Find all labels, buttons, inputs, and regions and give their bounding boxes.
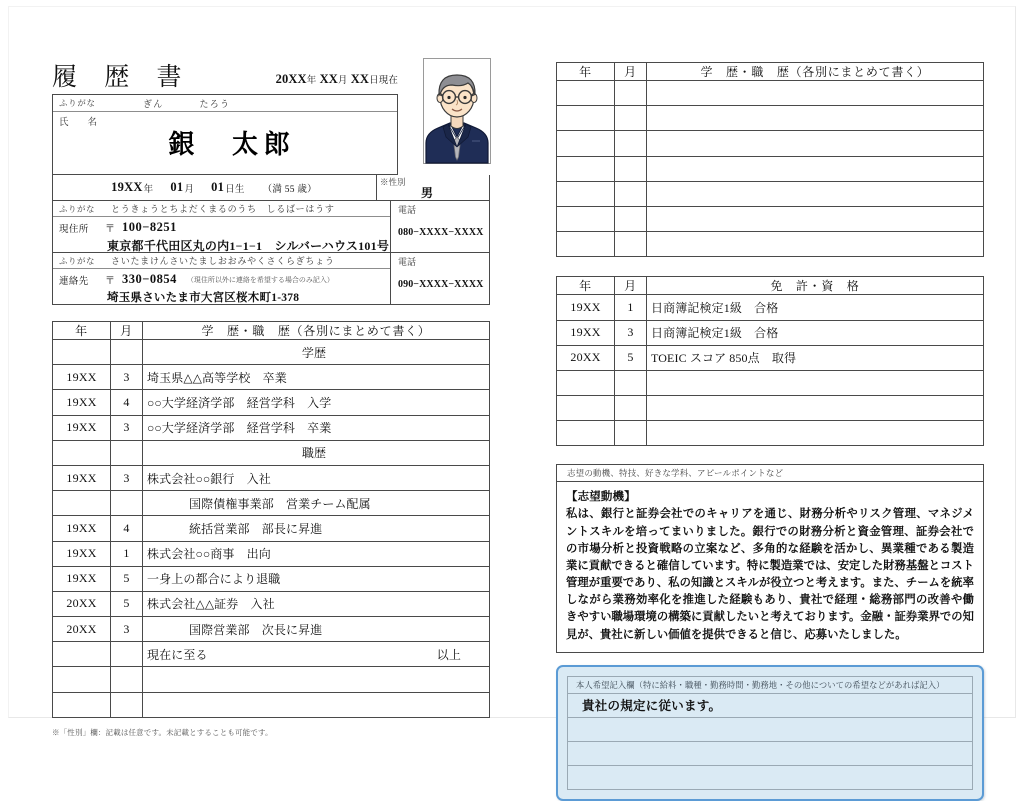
wish-header-row bbox=[568, 676, 973, 693]
cell-year: 19XX bbox=[53, 566, 111, 591]
cell-content bbox=[647, 81, 984, 106]
wish-empty-row[interactable] bbox=[568, 765, 973, 789]
table-row bbox=[557, 181, 984, 206]
cell-year: 19XX bbox=[53, 541, 111, 566]
table-row bbox=[557, 106, 984, 131]
table-header-row bbox=[53, 322, 490, 340]
cell-year: 19XX bbox=[53, 365, 111, 390]
date-day: XX bbox=[350, 72, 370, 86]
cell-month bbox=[615, 206, 647, 231]
furigana-givenname: たろう bbox=[199, 98, 231, 109]
cell-content bbox=[647, 232, 984, 257]
name-row bbox=[53, 112, 397, 174]
current-address-zip-row bbox=[53, 220, 390, 235]
name-label: 氏 名 bbox=[59, 118, 102, 128]
cell-month bbox=[615, 421, 647, 446]
table-row bbox=[557, 421, 984, 446]
col-header-year: 年 bbox=[53, 322, 111, 340]
wish-empty-cell[interactable] bbox=[568, 717, 973, 741]
spacer-1 bbox=[556, 257, 984, 276]
table-row bbox=[557, 295, 984, 320]
cell-year: 20XX bbox=[53, 591, 111, 616]
wish-box-highlight[interactable] bbox=[556, 665, 984, 801]
name-box bbox=[52, 94, 398, 175]
contact-address-zip-row bbox=[53, 272, 390, 287]
cell-content: 国際債権事業部 営業チーム配属 bbox=[143, 491, 490, 516]
contact-address-furigana-label: ふりがな bbox=[59, 255, 96, 266]
cell-content bbox=[647, 106, 984, 131]
cell-month bbox=[615, 396, 647, 421]
current-tel-label: 電話 bbox=[398, 205, 417, 215]
cell-month: 3 bbox=[111, 617, 143, 642]
cell-year bbox=[557, 131, 615, 156]
cell-year: 19XX bbox=[53, 465, 111, 490]
current-address-line: 東京都千代田区丸の内1−1−1 シルバーハウス101号 bbox=[107, 239, 390, 253]
cell-year: 19XX bbox=[53, 390, 111, 415]
cell-month bbox=[615, 370, 647, 395]
cell-content: 日商簿記検定1級 合格 bbox=[647, 295, 984, 320]
wish-empty-cell[interactable] bbox=[568, 765, 973, 789]
contact-address-main bbox=[53, 253, 391, 304]
name-furigana-row bbox=[53, 95, 397, 112]
contact-tel-label: 電話 bbox=[398, 257, 417, 267]
cell-year bbox=[557, 232, 615, 257]
cell-content-right: 以上 bbox=[436, 647, 461, 662]
history-table-right bbox=[556, 62, 984, 257]
table-row bbox=[557, 206, 984, 231]
current-tel-cell bbox=[391, 201, 489, 252]
contact-address-note: （現住所以外に連絡を希望する場合のみ記入） bbox=[186, 275, 334, 284]
cell-year: 19XX bbox=[53, 415, 111, 440]
table-row bbox=[557, 320, 984, 345]
wish-value-row[interactable] bbox=[568, 693, 973, 717]
cell-year bbox=[557, 81, 615, 106]
cell-year bbox=[557, 156, 615, 181]
table-row bbox=[53, 440, 490, 465]
cell-month: 5 bbox=[615, 345, 647, 370]
current-address-furigana-row bbox=[53, 201, 390, 217]
table-row bbox=[557, 345, 984, 370]
date-month: XX bbox=[319, 72, 338, 86]
cell-year: 19XX bbox=[557, 320, 615, 345]
col-header-content: 免 許・資 格 bbox=[647, 277, 984, 295]
cell-year bbox=[53, 491, 111, 516]
wish-empty-row[interactable] bbox=[568, 741, 973, 765]
portrait-photo bbox=[423, 58, 491, 164]
cell-content: 国際営業部 次長に昇進 bbox=[143, 617, 490, 642]
contact-address-block bbox=[52, 253, 490, 305]
wish-empty-row[interactable] bbox=[568, 717, 973, 741]
table-row bbox=[53, 692, 490, 717]
cell-month bbox=[111, 340, 143, 365]
current-address-label: 現住所 bbox=[59, 224, 89, 235]
cell-month: 3 bbox=[111, 365, 143, 390]
table-row bbox=[53, 667, 490, 692]
portrait-illustration bbox=[424, 59, 490, 163]
contact-address-line: 埼玉県さいたま市大宮区桜木町1-378 bbox=[107, 292, 300, 304]
current-address-block bbox=[52, 201, 490, 253]
cell-content: 学歴 bbox=[143, 340, 490, 365]
contact-address-label: 連絡先 bbox=[59, 276, 89, 287]
current-address-furigana-value: とうきょうとちよだくまるのうち しるばーはうす bbox=[111, 204, 335, 214]
cell-content: ○○大学経済学部 経営学科 入学 bbox=[143, 390, 490, 415]
date-day-unit: 日 bbox=[369, 76, 379, 86]
cell-month bbox=[111, 440, 143, 465]
cell-month bbox=[111, 667, 143, 692]
cell-month: 1 bbox=[615, 295, 647, 320]
cell-content bbox=[647, 396, 984, 421]
cell-content bbox=[647, 131, 984, 156]
contact-address-furigana-row bbox=[53, 253, 390, 269]
contact-address-furigana-value: さいたまけんさいたましおおみやくさくらぎちょう bbox=[111, 256, 335, 266]
table-row bbox=[53, 566, 490, 591]
cell-content: TOEIC スコア 850点 取得 bbox=[647, 345, 984, 370]
cell-content bbox=[647, 370, 984, 395]
contact-address-zip: 330−0854 bbox=[122, 272, 177, 286]
furigana-label: ふりがな bbox=[59, 98, 96, 108]
cell-year bbox=[557, 106, 615, 131]
col-header-month: 月 bbox=[615, 277, 647, 295]
cell-year bbox=[557, 181, 615, 206]
col-header-content: 学 歴・職 歴（各別にまとめて書く） bbox=[647, 63, 984, 81]
contact-tel-cell bbox=[391, 253, 489, 304]
wish-empty-cell[interactable] bbox=[568, 741, 973, 765]
cell-year: 20XX bbox=[53, 617, 111, 642]
cell-content: 株式会社○○銀行 入社 bbox=[143, 465, 490, 490]
page-title: 履 歴 書 bbox=[52, 64, 193, 91]
motivation-section bbox=[556, 464, 984, 652]
cell-content: ○○大学経済学部 経営学科 卒業 bbox=[143, 415, 490, 440]
current-tel-value: 080−XXXX−XXXX bbox=[398, 227, 484, 238]
sex-field-footnote: ※「性別」欄：記載は任意です。未記載とすることも可能です。 bbox=[52, 727, 273, 737]
table-row bbox=[53, 465, 490, 490]
col-header-content: 学 歴・職 歴（各別にまとめて書く） bbox=[143, 322, 490, 340]
date-suffix: 現在 bbox=[378, 76, 398, 86]
cell-month bbox=[615, 156, 647, 181]
cell-content bbox=[647, 181, 984, 206]
motivation-title: 【志望動機】 bbox=[566, 491, 636, 504]
birth-row bbox=[52, 175, 490, 201]
cell-content: 株式会社○○商事 出向 bbox=[143, 541, 490, 566]
cell-year bbox=[557, 421, 615, 446]
motivation-header: 志望の動機、特技、好きな学科、アピールポイントなど bbox=[557, 465, 983, 482]
cell-month bbox=[111, 491, 143, 516]
zip-mark-icon-2: 〒 bbox=[105, 276, 115, 287]
birth-month-unit: 月 bbox=[184, 184, 195, 195]
wish-value[interactable]: 貴社の規定に従います。 bbox=[568, 693, 973, 717]
table-header-row bbox=[557, 277, 984, 295]
cell-content: 職歴 bbox=[143, 440, 490, 465]
table-row bbox=[557, 131, 984, 156]
cell-content: 株式会社△△証券 入社 bbox=[143, 591, 490, 616]
cell-month: 1 bbox=[111, 541, 143, 566]
cell-year bbox=[53, 642, 111, 667]
table-row bbox=[53, 642, 490, 667]
cell-month: 5 bbox=[111, 566, 143, 591]
birth-date bbox=[53, 175, 377, 200]
wish-table bbox=[567, 676, 973, 790]
sex-label: ※性別 bbox=[380, 177, 406, 187]
cell-month: 3 bbox=[111, 465, 143, 490]
contact-tel-value: 090−XXXX−XXXX bbox=[398, 279, 484, 290]
cell-year: 19XX bbox=[53, 516, 111, 541]
name-value: 銀 太郎 bbox=[168, 130, 296, 159]
cell-month bbox=[615, 232, 647, 257]
table-row bbox=[53, 415, 490, 440]
birth-day-unit: 日生 bbox=[225, 184, 245, 195]
table-row bbox=[53, 365, 490, 390]
sex-value: 男 bbox=[421, 186, 434, 200]
cell-month: 3 bbox=[111, 415, 143, 440]
cell-year bbox=[53, 692, 111, 717]
cell-month bbox=[615, 106, 647, 131]
table-row bbox=[557, 156, 984, 181]
birth-year: 19XX bbox=[111, 180, 143, 194]
motivation-body bbox=[557, 482, 983, 651]
licenses-table bbox=[556, 276, 984, 446]
col-header-year: 年 bbox=[557, 277, 615, 295]
col-header-month: 月 bbox=[111, 322, 143, 340]
cell-content bbox=[647, 206, 984, 231]
left-column bbox=[52, 56, 490, 738]
table-row bbox=[557, 396, 984, 421]
current-address-zip: 100−8251 bbox=[122, 220, 177, 234]
history-table-wrapper bbox=[52, 321, 490, 718]
birth-month: 01 bbox=[170, 180, 184, 194]
current-address-furigana-label: ふりがな bbox=[59, 203, 96, 214]
table-row bbox=[53, 340, 490, 365]
cell-year bbox=[53, 440, 111, 465]
cell-month bbox=[615, 131, 647, 156]
furigana-surname: ぎん bbox=[143, 98, 164, 109]
cell-year bbox=[557, 370, 615, 395]
cell-content: 埼玉県△△高等学校 卒業 bbox=[143, 365, 490, 390]
cell-content: 日商簿記検定1級 合格 bbox=[647, 320, 984, 345]
table-row bbox=[53, 541, 490, 566]
cell-year bbox=[557, 206, 615, 231]
wish-header-label: 本人希望記入欄（特に給料・職種・勤務時間・勤務地・その他についての希望などがあれば記入） bbox=[568, 676, 973, 693]
cell-year: 20XX bbox=[557, 345, 615, 370]
cell-month bbox=[111, 642, 143, 667]
table-row bbox=[557, 81, 984, 106]
birth-age: （満 55 歳） bbox=[262, 184, 317, 195]
cell-month: 3 bbox=[615, 320, 647, 345]
cell-month bbox=[615, 81, 647, 106]
date-month-unit: 月 bbox=[337, 76, 348, 86]
table-row bbox=[53, 617, 490, 642]
cell-year: 19XX bbox=[557, 295, 615, 320]
cell-content bbox=[143, 667, 490, 692]
cell-content bbox=[647, 421, 984, 446]
motivation-text: 私は、銀行と証券会社でのキャリアを通じ、財務分析やリスク管理、マネジメントスキルを培ってまいりました。銀行での財務分析と資金管理、証券会社での市場分析と投資戦略の立案など、多角的な経験を活かし、異業種である製造業に貢献できると確信しています。特に製造業では、安定した財務基盤とコスト管理が重要であり、私の知識とスキルが役立つと考えます。また、チームを統率しながら業務効率化を推進した経験もあり、貴社で経理・総務部門の改善や働きやすい職場環境の構築に貢献したいと考えております。金融・証券業界での知見が、貴社に新しい価値を提供できると信じ、応募いたしました。 bbox=[566, 508, 974, 641]
cell-year bbox=[53, 667, 111, 692]
cell-year bbox=[557, 396, 615, 421]
table-row bbox=[53, 491, 490, 516]
cell-content bbox=[143, 692, 490, 717]
cell-month bbox=[111, 692, 143, 717]
table-row bbox=[53, 390, 490, 415]
birth-year-unit: 年 bbox=[143, 184, 154, 195]
table-row bbox=[53, 591, 490, 616]
cell-year bbox=[53, 340, 111, 365]
cell-content bbox=[647, 156, 984, 181]
history-table-left bbox=[52, 321, 490, 718]
table-row bbox=[557, 232, 984, 257]
zip-mark-icon: 〒 bbox=[105, 224, 115, 235]
cell-month bbox=[615, 181, 647, 206]
cell-month: 4 bbox=[111, 516, 143, 541]
table-row bbox=[557, 370, 984, 395]
date-year: 20XX bbox=[275, 72, 307, 86]
current-address-main bbox=[53, 201, 391, 252]
current-date-line bbox=[276, 72, 398, 90]
date-year-unit: 年 bbox=[306, 76, 317, 86]
cell-month: 4 bbox=[111, 390, 143, 415]
table-row bbox=[53, 516, 490, 541]
col-header-month: 月 bbox=[615, 63, 647, 81]
birth-day: 01 bbox=[211, 180, 225, 194]
sex-field bbox=[377, 175, 489, 200]
cell-content: 現在に至る 以上 bbox=[143, 642, 490, 667]
cell-content: 一身上の都合により退職 bbox=[143, 566, 490, 591]
right-column bbox=[556, 62, 984, 801]
cell-content: 統括営業部 部長に昇進 bbox=[143, 516, 490, 541]
cell-month: 5 bbox=[111, 591, 143, 616]
table-header-row bbox=[557, 63, 984, 81]
spacer-2 bbox=[556, 446, 984, 464]
col-header-year: 年 bbox=[557, 63, 615, 81]
